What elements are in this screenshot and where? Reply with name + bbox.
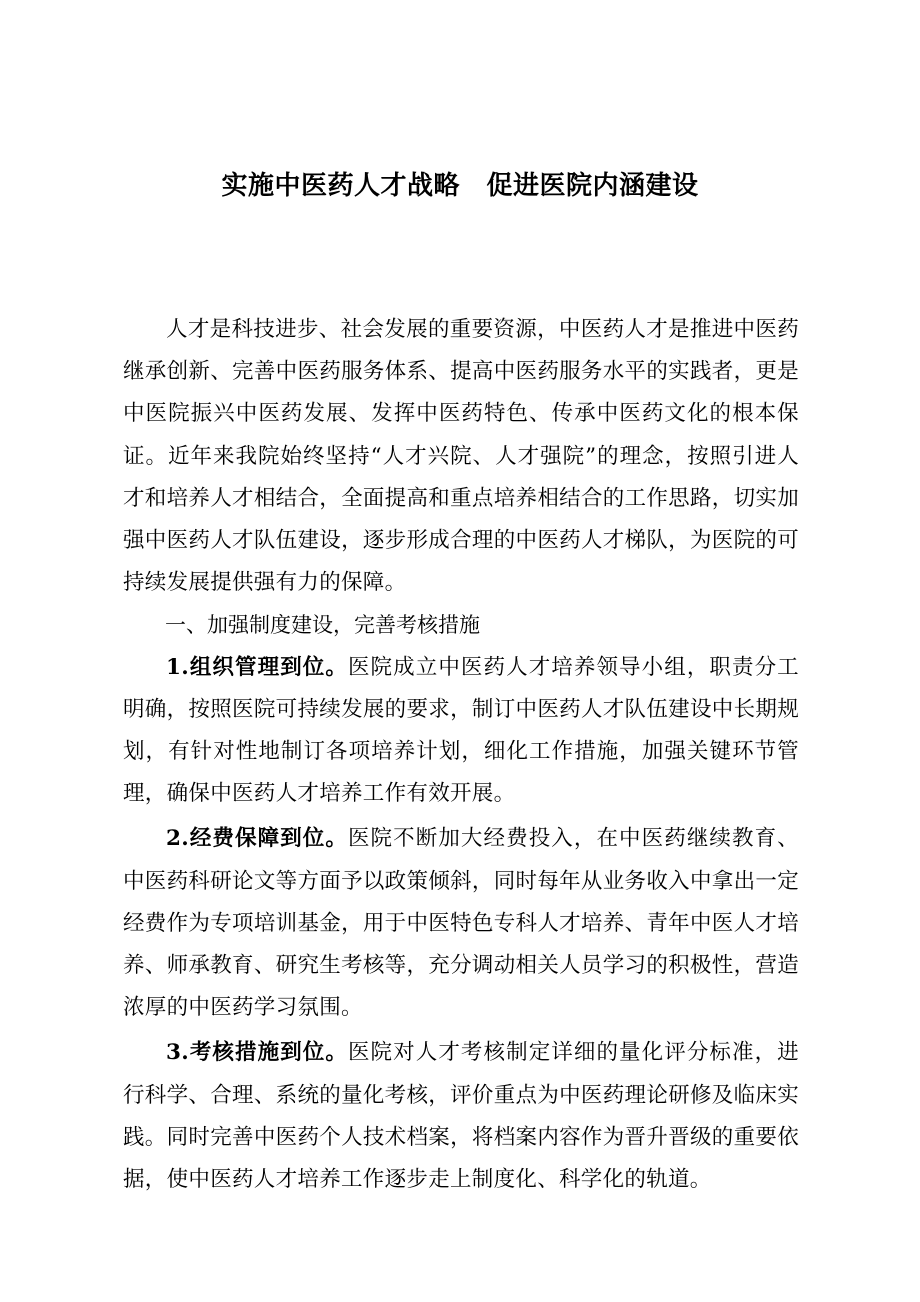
item-text-1: 医院成立中医药人才培养领导小组，职责分工明确，按照医院可持续发展的要求，制订中医药人才队伍建设中长期规划，有针对性地制订各项培养计划，细化工作措施，加强关键环节管理，确保中医药人才培养工作有效开展。 (123, 654, 799, 807)
section-heading: 一、加强制度建设，完善考核措施 (165, 613, 480, 638)
intro-paragraph: 人才是科技进步、社会发展的重要资源，中医药人才是推进中医药继承创新、完善中医药服务体系、提高中医药服务水平的实践者，更是中医院振兴中医药发展、发挥中医药特色、传承中医药文化的根本保证。近年来我院始终坚持“人才兴院、人才强院”的理念，按照引进人才和培养人才相结合，全面提高和重点培养相结合的工作思路，切实加强中医药人才队伍建设，逐步形成合理的中医药人才梯队，为医院的可持续发展提供强有力的保障。 (123, 317, 799, 596)
item-paragraph-1 (123, 647, 799, 816)
item-lead-2: 2.经费保障到位。 (166, 826, 348, 852)
item-paragraph-3 (123, 1032, 799, 1201)
item-text-3: 医院对人才考核制定详细的量化评分标准，进行科学、合理、系统的量化考核，评价重点为中医药理论研修及临床实践。同时完善中医药个人技术档案，将档案内容作为晋升晋级的重要依据，使中医药人才培养工作逐步走上制度化、科学化的轨道。 (123, 1040, 799, 1193)
item-paragraph-2 (123, 818, 799, 1029)
item-lead-1: 1.组织管理到位。 (166, 654, 348, 680)
document-title: 实施中医药人才战略 促进医院内涵建设 (221, 171, 699, 201)
document-body (123, 309, 799, 1201)
item-text-2: 医院不断加大经费投入，在中医药继续教育、中医药科研论文等方面予以政策倾斜，同时每年从业务收入中拿出一定经费作为专项培训基金，用于中医特色专科人才培养、青年中医人才培养、师承教育、研究生考核等，充分调动相关人员学习的积极性，营造浓厚的中医药学习氛围。 (123, 826, 799, 1021)
item-lead-3: 3.考核措施到位。 (166, 1040, 348, 1066)
